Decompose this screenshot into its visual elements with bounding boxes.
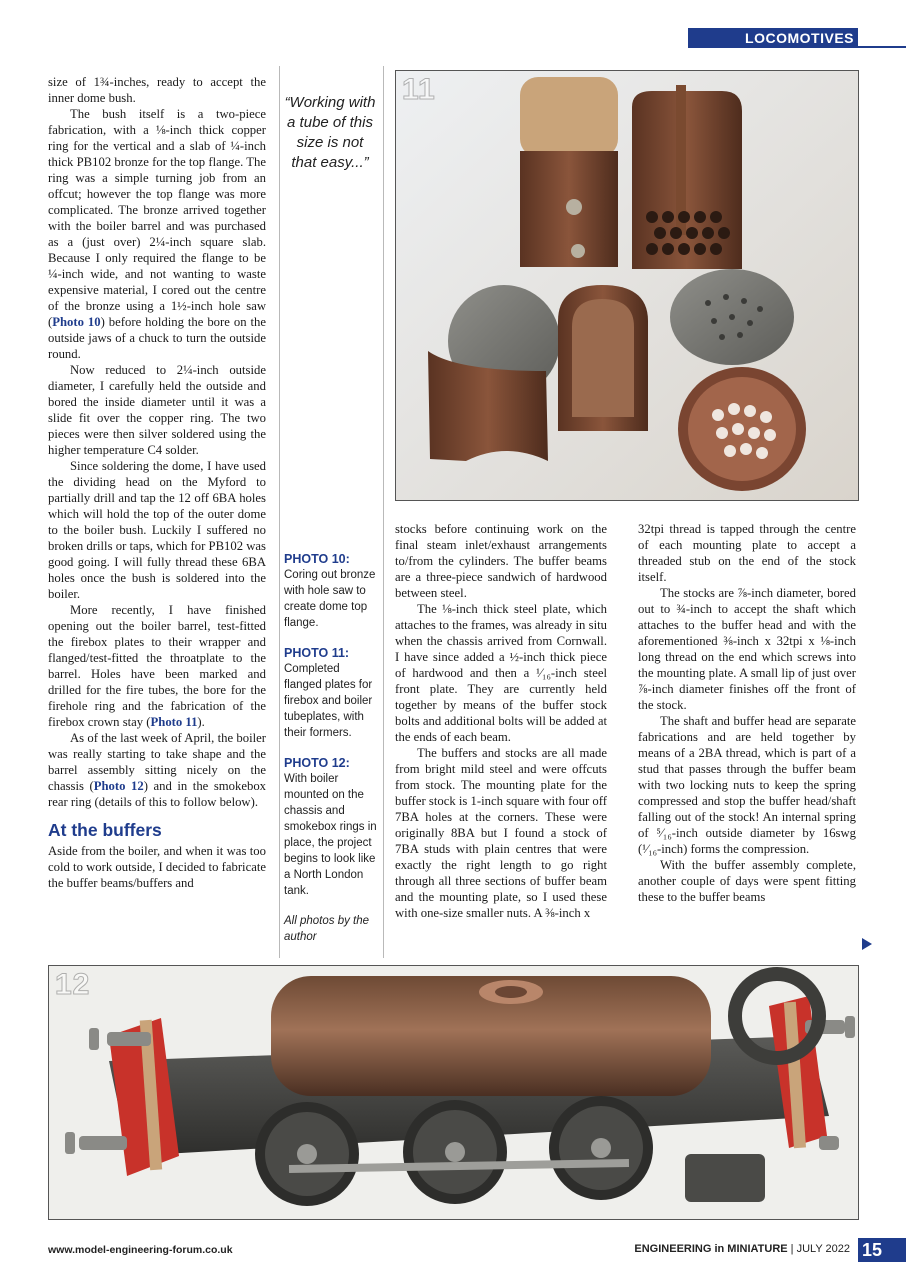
article-column-3	[395, 521, 607, 921]
paragraph: Aside from the boiler, and when it was too cold to work outside, I decided to fabricate the buffer beams/buffers and	[48, 844, 266, 890]
paragraph: 32tpi thread is tapped through the centre of each mounting plate to accept a threaded stub on the end of the stock itself.	[638, 522, 856, 584]
section-rule	[858, 46, 906, 48]
paragraph: size of 1¾-inches, ready to accept the inner dome bush.	[48, 75, 266, 105]
caption-photo-10: PHOTO 10: Coring out bronze with hole saw to create dome top flange.	[284, 552, 376, 629]
article-column-4	[638, 521, 856, 905]
paragraph: The buffers and stocks are all made from bright mild steel and were offcuts from stock. The mounting plate for the buffer stock is 1-inch square with four off 7BA holes at the corners. These were originally 8BA but I found a stock of 7BA studs with plain centres that were exactly the right length to go right through all three sections of buffer beam and the mounting plate, so I used these with one-size smaller nuts. A ⅜-inch x	[395, 746, 607, 920]
wooden-former	[520, 77, 618, 157]
column-divider	[279, 66, 280, 958]
photo-credit: All photos by the author	[284, 915, 370, 943]
driving-wheels	[255, 1096, 653, 1206]
page-number: 15	[858, 1238, 906, 1262]
paragraph: The ⅛-inch thick steel plate, which attaches to the frames, was already in situ when the chassis arrived from Cornwall. I have since added a ½-inch thick piece of hardwood and then a ¹⁄₁₆-inch steel front plate. They are currently held together by means of the buffer stock bolts and additional bolts will be added at the ends of each beam.	[395, 602, 607, 744]
section-tag	[688, 28, 858, 48]
paragraph: Now reduced to 2¼-inch outside diameter, I carefully held the outside and bored the inside diameter until it was a slide fit over the copper ring. The two pieces were then silver soldered using the higher temperature C4 solder.	[48, 363, 266, 457]
article-column-1	[48, 74, 266, 891]
firebox-tubeplate	[632, 91, 742, 269]
cylinder	[685, 1154, 765, 1202]
photo-11-illustration	[396, 71, 859, 501]
paragraph: Since soldering the dome, I have used the dividing head on the Myford to partially drill and tap the 12 off 6BA holes which will hold the top of the outer dome to the boiler bush. Luckily I suffered no broken drills or taps, which for PB102 was good going. I will fully thread these 6BA holes once the bush is soldered into the boiler.	[48, 459, 266, 601]
footer-website: www.model-engineering-forum.co.uk	[48, 1244, 233, 1256]
photo-reference: Photo 11	[150, 715, 198, 729]
paragraph: With the buffer assembly complete, another couple of days were spent fitting these to the buffer beams	[638, 858, 856, 904]
photo-reference: Photo 10	[52, 315, 101, 329]
footer-publication: ENGINEERING in MINIATURE | JULY 2022	[634, 1243, 850, 1255]
caption-photo-11: PHOTO 11: Completed flanged plates for firebox and boiler tubeplates, with their formers.	[284, 646, 373, 739]
pull-quote: “Working with a tube of this size is not that easy...”	[284, 94, 376, 171]
paragraph: The shaft and buffer head are separate fabrications and are held together by means of a 2BA thread, which is part of a stud that passes through the buffer beam with two locking nuts to keep the spring compressed and stop the buffer head/shaft falling out of the stock! An internal spring of ⁵⁄₁₆-inch outside diameter by 16swg (¹⁄₁₆-inch) forms the compression.	[638, 714, 856, 856]
paragraph: More recently, I have finished opening out the boiler barrel, test-fitted the firebox plates to their wrapper and flanged/test-fitted the throatplate to the barrel. Holes have been marked and drilled for the fire tubes, the bore for the firehole ring and the fabrication of the firebox crown stay (Photo 11).	[48, 603, 266, 729]
photo-reference: Photo 12	[93, 779, 144, 793]
paragraph: stocks before continuing work on the final steam inlet/exhaust arrangements to/from the cylinders. The buffer beams are a three-piece sandwich of hardwood between steel.	[395, 522, 607, 600]
column-divider	[383, 66, 384, 958]
section-label: LOCOMOTIVES	[745, 30, 854, 46]
photo-number: 11	[402, 73, 436, 106]
paragraph: The stocks are ⅞-inch diameter, bored out to ¾-inch to accept the shaft which attaches to the buffer head and with the aforementioned ⅜-inch x 32tpi x ⅛-inch long thread on the end which screws into the mounting plate. A small lip of just over ⅞-inch diameter finishes off the front of the stock.	[638, 586, 856, 712]
photo-number: 12	[55, 968, 91, 1001]
photo-12-illustration	[49, 966, 859, 1220]
continue-arrow-icon	[862, 938, 872, 950]
photo-11-firebox-plates	[395, 70, 859, 501]
section-heading: At the buffers	[48, 820, 162, 840]
photo-12-locomotive-chassis	[48, 965, 859, 1220]
photo-captions	[284, 551, 380, 945]
paragraph: As of the last week of April, the boiler was really starting to take shape and the barrel assembly sitting nicely on the chassis (Photo 12) and in the smokebox rear ring (details of this to follow below).	[48, 731, 267, 809]
caption-photo-12: PHOTO 12: With boiler mounted on the chassis and smokebox rings in place, the project begins to look like a North London tank.	[284, 756, 377, 897]
paragraph: The bush itself is a two-piece fabrication, with a ⅛-inch thick copper ring for the vertical and a slab of ¼-inch thick PB102 bronze for the top flange. The ring was a simple turning job from an offcut; however the top flange was more complicated. The bronze arrived together with the boiler barrel and was purchased as a (just over) 2¼-inch square slab. Because I only required the flange to be ¼-inch wide, and not wanting to waste expensive material, I cored out the centre of the bronze using a 1½-inch hole saw (Photo 10) before holding the bore on the outside jaws of a chuck to turn the outside round.	[48, 107, 266, 361]
